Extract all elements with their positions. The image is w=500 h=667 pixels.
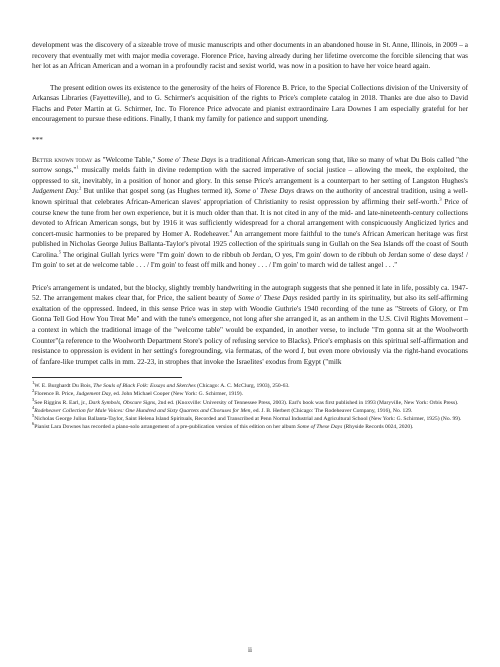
footnote-number: 2	[32, 388, 35, 394]
text-run: (Chicago: A. C. McClurg, 1903), 250-63.	[195, 383, 290, 390]
footnote-3	[32, 396, 468, 407]
text-run: resided partly in its spirituality, but also its self-affirming exaltation of the oppressed. Indeed, in this sense Price was in step with Woodie Guthrie's 1940 recording of the tune as "Streets of Glory, or I'm Gonna Tell God How You Treat Me" and with the tune's emergence, not long after she arranged it, as an anthem in the U.S. Civil Rights Movement – a context in which the traditional image of the "welcome table" would be expanded, in another verse, to include "I'm gonna sit at the Woolworth Counter"(a reference to the Woolworth Department Store's policy of refusing service to Blacks). Price's emphasis on this spiritual self-affirmation and resistance to oppression is evident in her setting's foregrounding, via fermatas, of the word	[32, 294, 468, 356]
paragraph-acknowledgements: The present edition owes its existence to the generosity of the heirs of Florence B. Price, to the Special Collections division of the University of Arkansas Libraries (Fayetteville), and to G. Schirmer's acquisition of the rights to Price's complete catalog in 2018. Thanks are due also to David Flachs and Peter Martin at G. Schirmer, Inc. To Florence Price advocate and pianist extraordinaire Lara Downes I am especially grateful for her encouragement to pursue these editions. Finally, I thank my family for patience and support unending.	[32, 83, 468, 124]
text-run: is a traditional African-American song that, like so many of what Du Bois called "the sorrow songs,"	[32, 155, 468, 175]
footnote-number: 3	[32, 396, 35, 402]
work-title: Some o' These Days	[234, 187, 295, 196]
text-run: See Riggins R. Earl, jr.,	[34, 399, 89, 406]
text-run: 2nd ed. (Knoxville: University of Tennessee Press, 2003). Earl's book was first published in 1993 (Maryville, New York: Orbis Press).	[156, 399, 459, 406]
text-run: The original Gullah lyrics were "I'm goin' down to de ribbuh ob Jerdan, O yes, I'm goin' down to de ribbuh ob Jerdan some o' dese days! / I'm goin' to set at de welcome table . . . / I'm goin' to feast off milk and honey . . . / I'm goin' to march wid de tallest angel . . ."	[32, 250, 468, 270]
footnote-ref: 4	[229, 228, 232, 234]
footnote-ref: 2	[79, 186, 82, 192]
text-run: Florence B. Price,	[34, 391, 77, 398]
work-title: Some o' These Days	[238, 294, 298, 303]
text-run: but even more obviously via the right-hand evocations of fanfare-like trumpet calls in mm. 22-23, in strophes that invoke the Israelites' exodus from Egypt ("milk	[32, 347, 468, 366]
footnote-number: 4	[32, 404, 35, 410]
paragraph-some-o-these-days	[32, 155, 468, 271]
footnote-1	[32, 382, 468, 390]
text-run: ed. J. B. Herbert (Chicago: The Rodeheaver Company, 1916), No. 129.	[251, 407, 413, 414]
paragraph-continued: development was the discovery of a sizeable trove of music manuscripts and other documents in an abandoned house in St. Anne, Illinois, in 2009 – a recovery that eventually met with major media coverage. Florence Price, having already during her lifetime overcome the forcible silencing that was her lot as an African American and a woman in a profoundly racist and sexist world, was now in a position to have her voice heard again.	[32, 41, 468, 71]
work-title: The Souls of Black Folk: Essays and Sketches	[93, 383, 196, 390]
text-run: Price of course knew the tune from her own experience, but it is much older than that. It is not cited in any of the mid- and late-nineteenth-century collections devoted to African American songs, but by 1916 it was sufficiently widespread for a choral arrangement with conspicuously Anglicized lyrics and concert-music harmonies to be prepared by Homer A. Rodeheaver.	[32, 198, 468, 238]
page-number: ii	[247, 646, 253, 654]
text-run: as "Welcome Table,"	[92, 155, 158, 164]
lead-in-small-caps: Better known today	[32, 155, 93, 164]
text-run: An arrangement more faithful to the tune's African American heritage was first published in Nicholas George Julius Ballanta-Taylor's pivotal 1925 collection of the spirituals sung in Gullah on the Sea Islands off the coast of South Carolina.	[32, 229, 468, 259]
footnote-ref: 3	[439, 196, 442, 202]
footnote-rule	[32, 377, 182, 378]
footnote-ref: 1	[76, 164, 79, 170]
footnotes	[32, 382, 468, 431]
text-run: Price's arrangement is undated, but the blocky, slightly trembly handwriting in the autograph suggests that she penned it late in life, possibly ca. 1947-52. The arrangement makes clear that, for Price, the salient beauty of	[32, 283, 468, 303]
text-run: W. E. Burghardt Du Bois,	[34, 383, 94, 390]
work-title: Rodeheaver Collection for Male Voices: One Hundred and Sixty Quartets and Choruses for Men,	[34, 407, 252, 414]
text-run: (Rhyside Records 0024, 2020).	[342, 424, 414, 430]
work-title: Judgement Day,	[76, 391, 113, 398]
body-text	[32, 40, 468, 431]
text-run: Nicholas George Julius Ballanta-Taylor, Saint Helena Island Spirituals, Recorded and Transcribed at Penn Normal Industrial and Agricultural School (New York: G. Schirmer, 1925) (No. 99).	[34, 415, 462, 422]
text-run: musically melds faith in divine redemption with the sacred imperative of social justice – allowing the meek, the exploited, the oppressed to sit, inevitably, in a position of honor and glory. In this sense Price's arrangement is a counterpart to her setting of Langston Hughes's	[32, 166, 468, 185]
text-run: draws on the authority of ancestral tradition, using a well-known spiritual that celebrates African-American slaves' appropriation of Christianity to resist oppression by affirming their self-worth.	[32, 187, 468, 207]
footnote-number: 6	[32, 421, 35, 427]
text-run: But unlike that gospel song (as Hughes termed it),	[81, 187, 235, 196]
work-title: Some o' These Days	[157, 155, 217, 164]
text-run: ed. John Michael Cooper (New York: G. Schirmer, 1919).	[112, 391, 243, 398]
work-title: Some of These Days	[297, 424, 343, 430]
footnote-ref: 5	[58, 249, 62, 255]
footnote-4	[32, 404, 468, 415]
emphasized-word: I,	[301, 347, 306, 356]
footnote-number: 1	[32, 380, 35, 386]
work-title: Judgement Day.	[32, 187, 80, 196]
paragraph-arrangement	[32, 283, 468, 367]
footnote-5	[32, 412, 468, 423]
footnote-6	[32, 423, 468, 431]
text-run: Pianist Lara Downes has recorded a piano-solo arrangement of a pre-publication version of this edition on her album	[34, 424, 298, 430]
work-title: Dark Symbols, Obscure Signs,	[88, 399, 157, 406]
footnote-2	[32, 390, 468, 398]
section-separator: ***	[32, 135, 43, 144]
footnote-number: 5	[32, 412, 35, 418]
